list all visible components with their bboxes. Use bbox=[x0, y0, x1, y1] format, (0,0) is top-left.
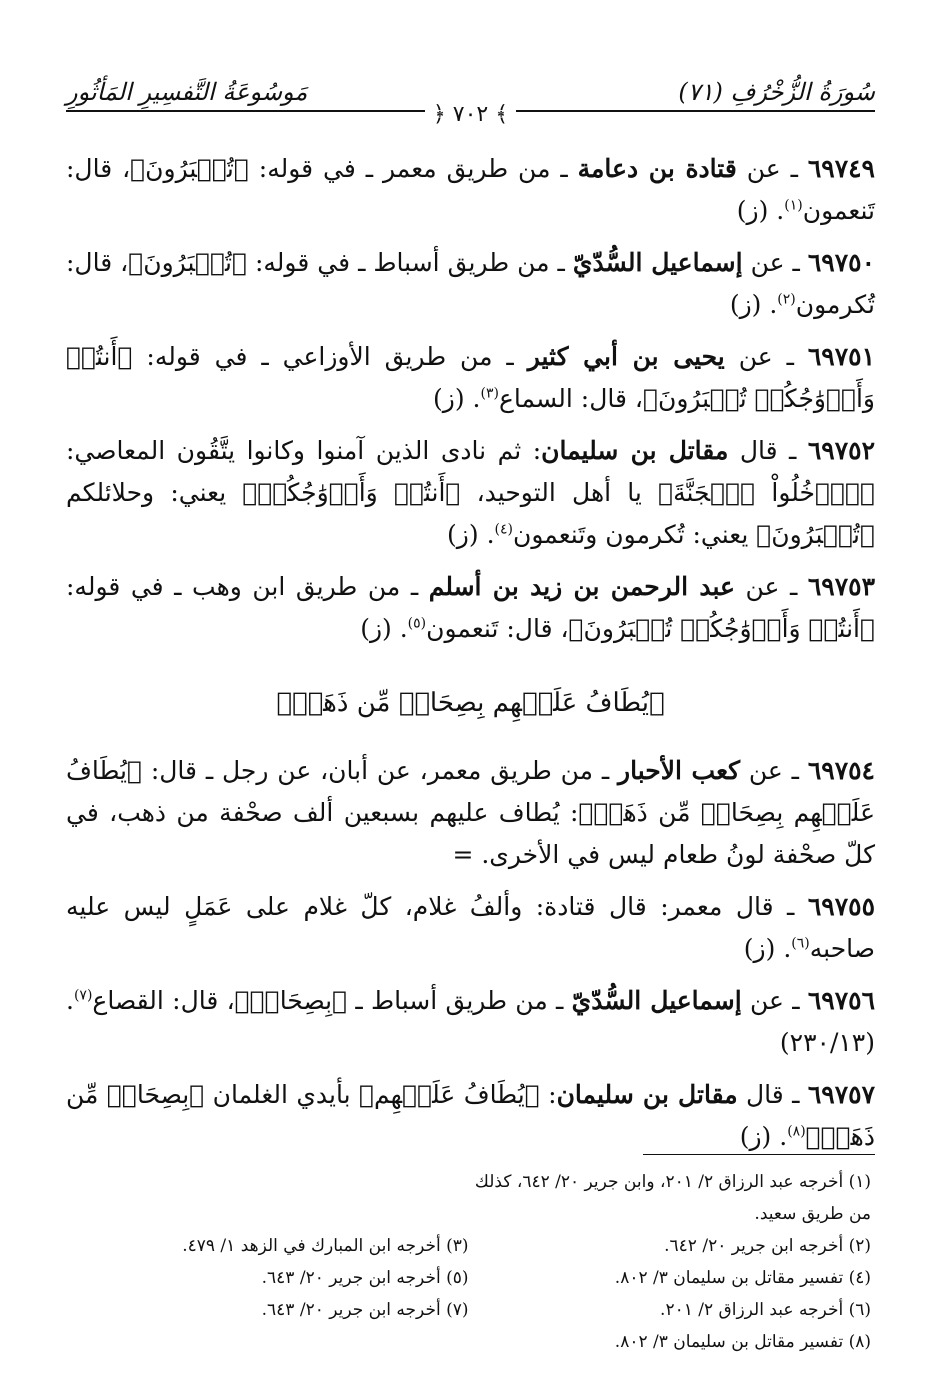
entry-text: ـ من طريق ابن وهب ـ في قوله: ﴿أَنتُمۡ وَأَزۡوَٰجُكُمۡ تُحۡبَرُونَ﴾، قال: تَنعمون bbox=[66, 572, 875, 643]
entry-prefix: ـ عن bbox=[742, 248, 808, 277]
entry-text: معمر: قال قتادة: وألفُ غلام، كلّ غلام على عَمَلٍ ليس عليه صاحبه bbox=[66, 892, 875, 963]
footnote-ref: (٥) bbox=[407, 615, 427, 632]
entry-tail: . (ز) bbox=[743, 934, 792, 963]
narrator-name: كعب الأحبار bbox=[618, 756, 741, 785]
entry-number: ٦٩٧٤٩ bbox=[807, 154, 875, 183]
entry-tail: . (ز) bbox=[729, 290, 778, 319]
entry-number: ٦٩٧٥٠ bbox=[807, 248, 875, 277]
entry-text: ـ من طريق معمر، عن أبان، عن رجل ـ قال: ﴿يُطَافُ عَلَيۡهِم بِصِحَافٖ مِّن ذَهَبٖ﴾: يُطاف عليهم بسبعين ألف صحْفة من ذهب، في كلّ صحْفة لونُ طعام ليس في الأخرى. = bbox=[66, 756, 875, 869]
narration-entry bbox=[66, 886, 875, 970]
entry-number: ٦٩٧٥٧ bbox=[807, 1080, 876, 1109]
narration-entry bbox=[66, 430, 875, 556]
entry-prefix: ـ قال bbox=[728, 436, 808, 465]
entry-number: ٦٩٧٥٢ bbox=[807, 436, 875, 465]
footnote: (١) أخرجه عبد الرزاق ٢/ ٢٠١، وابن جرير ٢٠/ ٦٤٢، كذلك من طريق سعيد. bbox=[474, 1172, 871, 1224]
entry-number: ٦٩٧٥٣ bbox=[807, 572, 875, 601]
narration-entry bbox=[66, 336, 875, 420]
footnote: (٤) تفسير مقاتل بن سليمان ٣/ ٨٠٢. bbox=[614, 1268, 871, 1288]
entry-prefix: ـ عن bbox=[724, 342, 808, 371]
entry-tail: . (ز) bbox=[360, 614, 408, 643]
footnote: (٧) أخرجه ابن جرير ٢٠/ ٦٤٣. bbox=[261, 1300, 469, 1320]
footnotes bbox=[66, 1166, 871, 1358]
entry-tail: . (ز) bbox=[433, 384, 481, 413]
footnote-ref: (٢) bbox=[777, 291, 796, 308]
entry-prefix: ـ عن bbox=[741, 986, 808, 1015]
footnote-ref: (٨) bbox=[787, 1123, 806, 1140]
narration-entry bbox=[66, 566, 875, 650]
narrator-name: عبد الرحمن بن زيد بن أسلم bbox=[428, 572, 735, 601]
footnote-ref: (٧) bbox=[73, 987, 93, 1004]
footnote-ref: (٤) bbox=[494, 521, 513, 538]
page-number bbox=[0, 102, 941, 127]
entry-prefix: ـ عن bbox=[740, 756, 808, 785]
narration-entry bbox=[66, 1074, 875, 1158]
entry-number: ٦٩٧٥١ bbox=[807, 342, 875, 371]
entry-text: ـ من طريق أسباط ـ ﴿بِصِحَافٖ﴾، قال: القصاع bbox=[92, 986, 572, 1015]
footnote: (٨) تفسير مقاتل بن سليمان ٣/ ٨٠٢. bbox=[614, 1332, 871, 1352]
surah-title: سُورَةُ الزُّخْرُفِ (٧١) bbox=[678, 78, 875, 106]
footnote-ref: (٦) bbox=[791, 935, 810, 952]
section-heading: ﴿يُطَافُ عَلَيۡهِم بِصِحَافٖ مِّن ذَهَبٖ﴾ bbox=[276, 688, 665, 718]
footnote-ref: (٣) bbox=[480, 385, 499, 402]
entry-text: ـ من طريق الأوزاعي ـ في قوله: ﴿أَنتُمۡ وَأَزۡوَٰجُكُمۡ تُحۡبَرُونَ﴾، قال: السماع bbox=[66, 342, 875, 413]
page-number-text: ﴿ ٧٠٢ ﴾ bbox=[425, 102, 516, 127]
entry-prefix: ـ عن bbox=[736, 154, 808, 183]
narrator-name: مقاتل بن سليمان bbox=[556, 1080, 738, 1109]
entry-text: ـ من طريق أسباط ـ في قوله: ﴿تُحۡبَرُونَ﴾، قال: تُكرمون bbox=[66, 248, 875, 319]
narrator-name: إسماعيل السُّدّيّ bbox=[572, 248, 743, 277]
footnote: (٥) أخرجه ابن جرير ٢٠/ ٦٤٣. bbox=[261, 1268, 469, 1288]
entries-block-1 bbox=[66, 148, 875, 650]
footnote-rule bbox=[643, 1154, 875, 1155]
narration-entry bbox=[66, 750, 875, 876]
entry-tail: . (ز) bbox=[447, 520, 495, 549]
narration-entry bbox=[66, 980, 875, 1064]
entry-text: : ﴿يُطَافُ عَلَيۡهِم﴾ بأيدي الغلمان ﴿بِصِحَافٖ مِّن ذَهَبٖ﴾ bbox=[66, 1080, 875, 1151]
entry-text: : ثم نادى الذين آمنوا وكانوا يتَّقُون المعاصي: ﴿ٱدۡخُلُواْ ٱلۡجَنَّةَ﴾ يا أهل التوحيد، ﴿أَنتُمۡ وَأَزۡوَٰجُكُمۡ﴾ يعني: وحلائلكم ﴿تُحۡبَرُونَ﴾ يعني: تُكرمون وتَنعمون bbox=[66, 436, 875, 549]
narrator-name: قتادة بن دعامة bbox=[577, 154, 737, 183]
entries-block-2 bbox=[66, 750, 875, 1158]
narrator-name: مقاتل بن سليمان bbox=[541, 436, 729, 465]
entry-number: ٦٩٧٥٦ bbox=[807, 986, 875, 1015]
footnote: (٦) أخرجه عبد الرزاق ٢/ ٢٠١. bbox=[660, 1300, 871, 1320]
entry-prefix: ـ قال bbox=[722, 892, 808, 921]
footnote-ref: (١) bbox=[784, 197, 803, 214]
entry-prefix: ـ قال bbox=[737, 1080, 808, 1109]
footnote: (٢) أخرجه ابن جرير ٢٠/ ٦٤٢. bbox=[664, 1236, 871, 1256]
main-text bbox=[66, 148, 875, 1168]
entry-text: ـ من طريق معمر ـ في قوله: ﴿تُحۡبَرُونَ﴾، قال: تَنعمون bbox=[66, 154, 875, 225]
entry-tail: . (ز) bbox=[736, 196, 785, 225]
entry-tail: . (ز) bbox=[739, 1122, 788, 1151]
narration-entry bbox=[66, 242, 875, 326]
entry-number: ٦٩٧٥٤ bbox=[807, 756, 875, 785]
narrator-name: إسماعيل السُّدّيّ bbox=[571, 986, 742, 1015]
footnote: (٣) أخرجه ابن المبارك في الزهد ١/ ٤٧٩. bbox=[182, 1236, 469, 1256]
entry-tail: . (٢٣٠/١٣) bbox=[66, 986, 875, 1057]
narrator-name: يحيى بن أبي كثير bbox=[527, 342, 725, 371]
narration-entry bbox=[66, 148, 875, 232]
book-title: مَوسُوعَةُ التَّفسِيرِ المَأثُورِ bbox=[66, 78, 308, 106]
entry-prefix: ـ عن bbox=[734, 572, 808, 601]
entry-number: ٦٩٧٥٥ bbox=[807, 892, 875, 921]
